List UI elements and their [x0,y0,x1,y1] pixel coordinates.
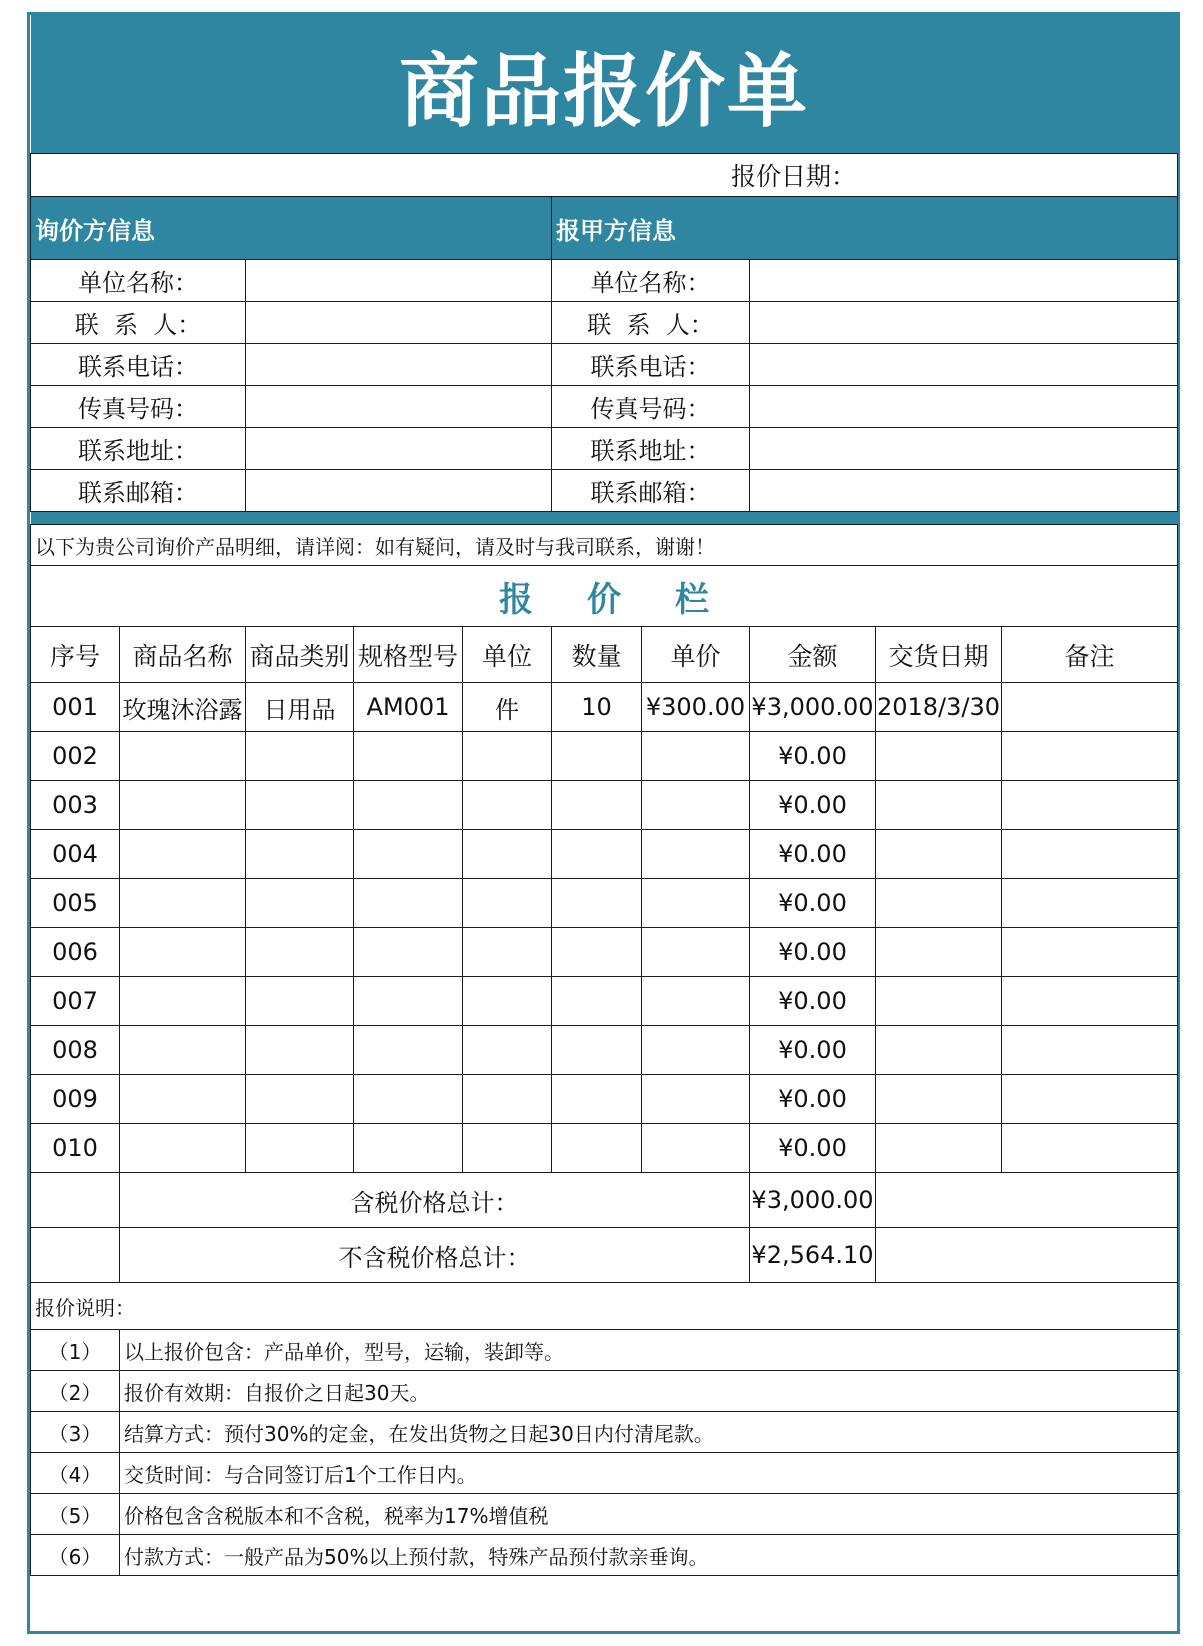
item-price-cell[interactable]: ¥300.00 [642,683,750,732]
item-model-cell[interactable] [354,830,463,879]
item-model-cell[interactable] [354,879,463,928]
inquirer-value-cell[interactable] [246,470,552,512]
remark-number: （2） [31,1371,120,1412]
table-header [31,627,1178,683]
remark-number: （1） [31,1330,120,1371]
item-amount-cell[interactable]: ¥0.00 [750,928,876,977]
remarks-title: 报价说明： [31,1283,1178,1330]
remark-text: 结算方式：预付30%的定金，在发出货物之日起30日内付清尾款。 [120,1412,1178,1453]
item-price-cell[interactable] [642,1075,750,1124]
item-model-cell[interactable] [354,1026,463,1075]
inquirer-value-cell[interactable] [246,302,552,344]
quote-date-label[interactable]: 报价日期： [31,154,1178,197]
supplier-label: 单位名称： [552,260,750,302]
item-amount-cell[interactable]: ¥0.00 [750,879,876,928]
item-unit-cell[interactable] [463,732,552,781]
item-remark-cell[interactable] [1002,683,1178,732]
item-unit-cell[interactable] [463,781,552,830]
total-with-tax-label: 含税价格总计： [120,1173,750,1228]
inquirer-value-cell[interactable] [246,386,552,428]
item-no-cell[interactable]: 008 [31,1026,120,1075]
remark-row [31,1412,1178,1453]
item-no-cell[interactable]: 001 [31,683,120,732]
item-remark-cell[interactable] [1002,977,1178,1026]
item-price-cell[interactable] [642,732,750,781]
total-without-tax-label: 不含税价格总计： [120,1228,750,1283]
total-without-tax-value[interactable]: ¥2,564.10 [750,1228,876,1283]
item-amount-cell[interactable]: ¥0.00 [750,830,876,879]
inquirer-label: 传真号码： [31,386,246,428]
item-name-cell[interactable] [120,977,246,1026]
item-no-cell[interactable]: 010 [31,1124,120,1173]
remark-row [31,1535,1178,1576]
remark-row [31,1494,1178,1535]
item-remark-cell[interactable] [1002,781,1178,830]
info-row [31,344,1178,386]
item-unit-cell[interactable] [463,928,552,977]
item-unit-cell[interactable] [463,1075,552,1124]
item-category-cell[interactable] [246,1124,354,1173]
item-model-cell[interactable] [354,1075,463,1124]
item-remark-cell[interactable] [1002,732,1178,781]
supplier-value-cell[interactable] [750,260,1178,302]
item-amount-cell[interactable]: ¥0.00 [750,977,876,1026]
inquirer-label: 单位名称： [31,260,246,302]
item-qty-cell[interactable] [552,1026,642,1075]
table-row [31,1124,1178,1173]
item-name-cell[interactable] [120,1075,246,1124]
inquirer-label: 联 系 人： [31,302,246,344]
total-with-tax-value[interactable]: ¥3,000.00 [750,1173,876,1228]
remark-number: （5） [31,1494,120,1535]
item-name-cell[interactable] [120,879,246,928]
supplier-label: 联系电话： [552,344,750,386]
supplier-value-cell[interactable] [750,302,1178,344]
table-row [31,879,1178,928]
item-amount-cell[interactable]: ¥0.00 [750,1026,876,1075]
remark-text: 交货时间：与合同签订后1个工作日内。 [120,1453,1178,1494]
item-qty-cell[interactable] [552,732,642,781]
item-price-cell[interactable] [642,1026,750,1075]
item-no-cell[interactable]: 005 [31,879,120,928]
total-blank [876,1173,1178,1228]
item-name-cell[interactable] [120,1026,246,1075]
item-amount-cell[interactable]: ¥0.00 [750,1124,876,1173]
item-delivery-cell[interactable] [876,977,1002,1026]
remark-row [31,1371,1178,1412]
remark-row [31,1330,1178,1371]
inquirer-value-cell[interactable] [246,428,552,470]
info-row [31,386,1178,428]
item-remark-cell[interactable] [1002,879,1178,928]
item-name-cell[interactable] [120,1124,246,1173]
item-amount-cell[interactable]: ¥3,000.00 [750,683,876,732]
item-category-cell[interactable] [246,1075,354,1124]
table-row [31,683,1178,732]
column-header: 商品名称 [120,627,246,683]
item-amount-cell[interactable]: ¥0.00 [750,781,876,830]
column-header: 规格型号 [354,627,463,683]
total-without-tax-row [31,1228,1178,1283]
item-delivery-cell[interactable]: 2018/3/30 [876,683,1002,732]
item-qty-cell[interactable] [552,1124,642,1173]
item-price-cell[interactable] [642,830,750,879]
item-delivery-cell[interactable] [876,1124,1002,1173]
supplier-value-cell[interactable] [750,344,1178,386]
item-price-cell[interactable] [642,1124,750,1173]
item-model-cell[interactable] [354,732,463,781]
remark-number: （6） [31,1535,120,1576]
column-header: 单位 [463,627,552,683]
item-qty-cell[interactable]: 10 [552,683,642,732]
item-delivery-cell[interactable] [876,879,1002,928]
item-name-cell[interactable] [120,830,246,879]
item-unit-cell[interactable] [463,1124,552,1173]
column-header: 序号 [31,627,120,683]
table-row [31,928,1178,977]
column-header: 金额 [750,627,876,683]
inquirer-value-cell[interactable] [246,260,552,302]
item-delivery-cell[interactable] [876,830,1002,879]
item-model-cell[interactable] [354,928,463,977]
inquirer-label: 联系邮箱： [31,470,246,512]
item-price-cell[interactable] [642,781,750,830]
column-header: 商品类别 [246,627,354,683]
inquirer-label: 联系地址： [31,428,246,470]
table-row [31,830,1178,879]
item-name-cell[interactable] [120,928,246,977]
supplier-section-header: 报甲方信息 [552,197,1178,260]
item-model-cell[interactable]: AM001 [354,683,463,732]
item-remark-cell[interactable] [1002,1026,1178,1075]
column-header: 备注 [1002,627,1178,683]
remark-row [31,1453,1178,1494]
info-row [31,470,1178,512]
item-no-cell[interactable]: 004 [31,830,120,879]
table-row [31,1075,1178,1124]
inquirer-label: 联系电话： [31,344,246,386]
item-delivery-cell[interactable] [876,781,1002,830]
item-name-cell[interactable]: 玫瑰沐浴露 [120,683,246,732]
remark-text: 付款方式：一般产品为50%以上预付款，特殊产品预付款亲垂询。 [120,1535,1178,1576]
supplier-label: 联 系 人： [552,302,750,344]
item-no-cell[interactable]: 007 [31,977,120,1026]
supplier-label: 联系邮箱： [552,470,750,512]
item-qty-cell[interactable] [552,928,642,977]
column-header: 单价 [642,627,750,683]
item-category-cell[interactable] [246,732,354,781]
item-amount-cell[interactable]: ¥0.00 [750,732,876,781]
table-row [31,732,1178,781]
remark-text: 以上报价包含：产品单价，型号，运输，装卸等。 [120,1330,1178,1371]
quote-band-title: 报价栏 [31,566,1178,627]
item-category-cell[interactable]: 日用品 [246,683,354,732]
item-no-cell[interactable]: 002 [31,732,120,781]
item-category-cell[interactable] [246,977,354,1026]
item-price-cell[interactable] [642,928,750,977]
item-model-cell[interactable] [354,781,463,830]
supplier-value-cell[interactable] [750,428,1178,470]
total-spacer [31,1173,120,1228]
item-category-cell[interactable] [246,928,354,977]
column-header: 数量 [552,627,642,683]
item-delivery-cell[interactable] [876,1075,1002,1124]
item-qty-cell[interactable] [552,830,642,879]
total-spacer [31,1228,120,1283]
remark-number: （3） [31,1412,120,1453]
item-unit-cell[interactable] [463,977,552,1026]
remark-number: （4） [31,1453,120,1494]
item-no-cell[interactable]: 003 [31,781,120,830]
item-category-cell[interactable] [246,879,354,928]
supplier-label: 传真号码： [552,386,750,428]
item-qty-cell[interactable] [552,1075,642,1124]
item-name-cell[interactable] [120,781,246,830]
item-no-cell[interactable]: 006 [31,928,120,977]
quote-sheet [27,12,1180,1634]
total-blank [876,1228,1178,1283]
supplier-label: 联系地址： [552,428,750,470]
item-delivery-cell[interactable] [876,732,1002,781]
item-category-cell[interactable] [246,830,354,879]
item-remark-cell[interactable] [1002,1075,1178,1124]
item-qty-cell[interactable] [552,879,642,928]
item-qty-cell[interactable] [552,977,642,1026]
quote-table [30,15,1178,1576]
supplier-value-cell[interactable] [750,470,1178,512]
item-category-cell[interactable] [246,781,354,830]
section-divider [31,512,1178,525]
remark-text: 报价有效期：自报价之日起30天。 [120,1371,1178,1412]
item-model-cell[interactable] [354,1124,463,1173]
item-delivery-cell[interactable] [876,1026,1002,1075]
table-row [31,1026,1178,1075]
item-unit-cell[interactable] [463,879,552,928]
info-row [31,260,1178,302]
item-name-cell[interactable] [120,732,246,781]
inquirer-value-cell[interactable] [246,344,552,386]
item-delivery-cell[interactable] [876,928,1002,977]
item-unit-cell[interactable] [463,830,552,879]
table-row [31,781,1178,830]
item-price-cell[interactable] [642,977,750,1026]
column-header: 交货日期 [876,627,1002,683]
page-title: 商品报价单 [31,15,1178,154]
item-model-cell[interactable] [354,977,463,1026]
total-with-tax-row [31,1173,1178,1228]
table-row [31,977,1178,1026]
info-row [31,428,1178,470]
remark-text: 价格包含含税版本和不含税，税率为17%增值税 [120,1494,1178,1535]
item-amount-cell[interactable]: ¥0.00 [750,1075,876,1124]
item-unit-cell[interactable] [463,1026,552,1075]
item-remark-cell[interactable] [1002,1124,1178,1173]
info-row [31,302,1178,344]
item-price-cell[interactable] [642,879,750,928]
item-qty-cell[interactable] [552,781,642,830]
item-unit-cell[interactable]: 件 [463,683,552,732]
intro-note: 以下为贵公司询价产品明细，请详阅：如有疑问，请及时与我司联系，谢谢！ [31,525,1178,566]
item-remark-cell[interactable] [1002,928,1178,977]
supplier-value-cell[interactable] [750,386,1178,428]
inquirer-section-header: 询价方信息 [31,197,552,260]
item-category-cell[interactable] [246,1026,354,1075]
item-remark-cell[interactable] [1002,830,1178,879]
item-no-cell[interactable]: 009 [31,1075,120,1124]
